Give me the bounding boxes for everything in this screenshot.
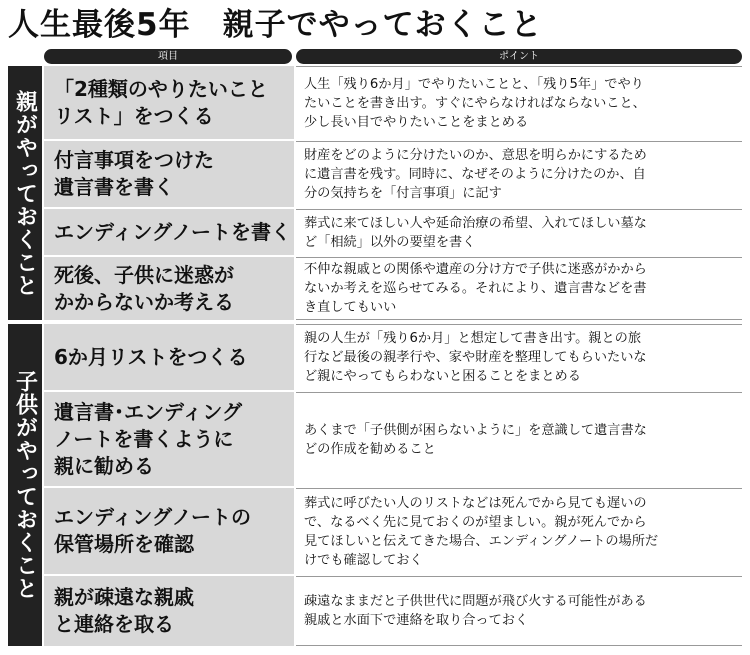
table-row xyxy=(44,324,742,390)
row-item: エンディングノートの 保管場所を確認 xyxy=(44,488,294,574)
row-point: 葬式に呼びたい人のリストなどは死んでから見ても遅いの で、なるべく先に見ておくのが望ましい。親が死んでから 見てほしいと伝えてきた場合、エンディングノートの場所だ けでも確認しておく xyxy=(296,488,742,574)
table-row xyxy=(44,576,742,646)
row-point: 財産をどのように分けたいのか、意思を明らかにするため に遺言書を残す。同時に、なぜそのように分けたのか、自 分の気持ちを「付言事項」に記す xyxy=(296,141,742,207)
row-point: 葬式に来てほしい人や延命治療の希望、入れてほしい墓な ど「相続」以外の要望を書く xyxy=(296,209,742,255)
row-item: 付言事項をつけた 遺言書を書く xyxy=(44,141,294,207)
table-row xyxy=(44,488,742,574)
header-item: 項目 xyxy=(44,49,292,64)
row-item: 親が疎遠な親戚 と連絡を取る xyxy=(44,576,294,646)
table-row xyxy=(44,66,742,139)
group-label-parent: 親がやっておくこと xyxy=(8,66,42,320)
row-item: 遺言書･エンディング ノートを書くように 親に勧める xyxy=(44,392,294,486)
row-point: 疎遠なままだと子供世代に問題が飛び火する可能性がある 親戚と水面下で連絡を取り合っておく xyxy=(296,576,742,646)
row-item: エンディングノートを書く xyxy=(44,209,294,255)
row-item: 「2種類のやりたいこと リスト」をつくる xyxy=(44,66,294,139)
table-row xyxy=(44,209,742,255)
row-point: 親の人生が「残り6か月」と想定して書き出す。親との旅 行など最後の親孝行や、家や財産を整理してもらいたいな ど親にやってもらわないと困ることをまとめる xyxy=(296,324,742,390)
header-point: ポイント xyxy=(296,49,742,64)
row-point: 不仲な親戚との関係や遺産の分け方で子供に迷惑がかから ないか考えを巡らせてみる。それにより、遺言書などを書 き直してもいい xyxy=(296,257,742,320)
table-row xyxy=(44,392,742,486)
row-item: 死後、子供に迷惑が かからないか考える xyxy=(44,257,294,320)
page-title: 人生最後5年 親子でやっておくこと xyxy=(8,7,543,43)
group-label-child: 子供がやっておくこと xyxy=(8,324,42,646)
table-row xyxy=(44,257,742,320)
row-point: あくまで「子供側が困らないように」を意識して遺言書な どの作成を勧めること xyxy=(296,392,742,486)
row-item: 6か月リストをつくる xyxy=(44,324,294,390)
row-point: 人生「残り6か月」でやりたいことと、「残り5年」でやり たいことを書き出す。すぐにやらなければならないこと、 少し長い目でやりたいことをまとめる xyxy=(296,66,742,139)
table-row xyxy=(44,141,742,207)
